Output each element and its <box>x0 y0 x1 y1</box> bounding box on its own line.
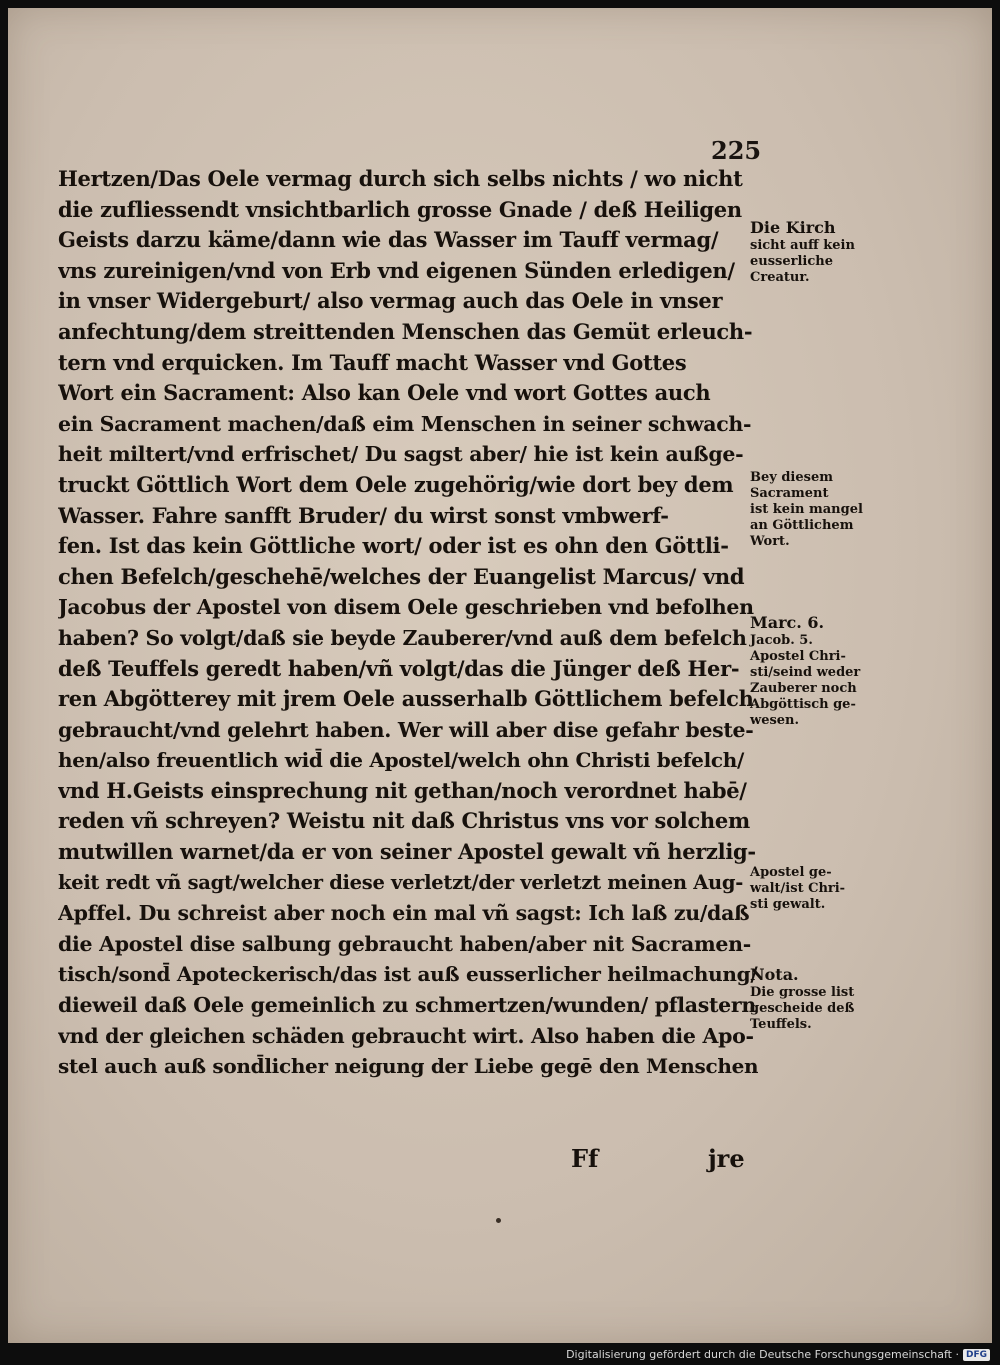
margin-note-line: Apostel Chri- <box>750 649 846 664</box>
text-line: gebraucht/vnd gelehrt haben. Wer will aber dise gefahr beste- <box>58 717 754 742</box>
text-line: tern vnd erquicken. Im Tauff macht Wasser vnd Gottes <box>58 349 687 375</box>
text-line: tisch/sond̄ Apoteckerisch/das ist auß eusserlicher heilmachung/ <box>58 962 758 987</box>
text-line: hen/also freuentlich wid̄ die Apostel/welch ohn Christi befelch/ <box>58 748 745 773</box>
margin-note <box>750 613 990 729</box>
margin-note-line: Bey diesem <box>750 470 833 485</box>
margin-note-line: Die Kirch <box>750 218 836 237</box>
margin-note-line: Abgöttisch ge- <box>750 697 856 712</box>
signature-mark: Ff <box>571 1144 599 1173</box>
text-line: ren Abgötterey mit jrem Oele ausserhalb Göttlichem befelch <box>58 686 754 712</box>
margin-note-line: sti gewalt. <box>750 897 826 912</box>
footer-bar <box>566 1346 990 1363</box>
text-line: ein Sacrament machen/daß eim Menschen in seiner schwach- <box>58 411 752 436</box>
margin-note-line: Creatur. <box>750 270 810 285</box>
margin-note-line: Die grosse list <box>750 985 855 1000</box>
text-line: Geists darzu käme/dann wie das Wasser im Tauff vermag/ <box>58 227 719 253</box>
text-line: haben? So volgt/daß sie beyde Zauberer/vnd auß dem befelch <box>58 625 747 650</box>
text-line: stel auch auß sond̄licher neigung der Liebe gegē den Menschen <box>58 1054 758 1079</box>
text-line: in vnser Widergeburt/ also vermag auch das Oele in vnser <box>58 288 723 314</box>
dfg-logo: DFG <box>963 1349 990 1361</box>
margin-note-line: Apostel ge- <box>750 865 832 880</box>
ink-speck <box>496 1218 501 1223</box>
text-line: mutwillen warnet/da er von seiner Apostel gewalt vñ herzlig- <box>58 839 756 865</box>
page-number: 225 <box>711 136 762 165</box>
text-line: Apffel. Du schreist aber noch ein mal vñ sagst: Ich laß zu/daß <box>58 901 750 926</box>
margin-note-line: walt/ist Chri- <box>750 881 846 896</box>
text-line: vns zureinigen/vnd von Erb vnd eigenen Sünden erledigen/ <box>58 257 735 283</box>
text-line: anfechtung/dem streittenden Menschen das Gemüt erleuch- <box>58 318 753 344</box>
catch-word: jre <box>708 1144 745 1173</box>
text-line: vnd H.Geists einsprechung nit gethan/noch verordnet habē/ <box>58 777 747 803</box>
text-line: Wasser. Fahre sanfft Bruder/ du wirst sonst vmbwerf- <box>58 502 669 528</box>
margin-note-line: Marc. 6. <box>750 613 825 632</box>
margin-note-line: Sacrament <box>750 486 829 501</box>
text-line: dieweil daß Oele gemeinlich zu schmertzen/wunden/ pflastern <box>58 993 756 1018</box>
text-line: Hertzen/Das Oele vermag durch sich selbs nichts / wo nicht <box>58 166 743 191</box>
margin-note-line: Jacob. 5. <box>750 633 813 648</box>
text-line: heit miltert/vnd erfrischet/ Du sagst aber/ hie ist kein außge- <box>58 442 744 467</box>
text-line: deß Teuffels geredt haben/vñ volgt/das die Jünger deß Her- <box>58 655 740 681</box>
margin-note <box>750 865 990 913</box>
text-line: Jacobus der Apostel von disem Oele geschrieben vnd befolhen <box>58 595 754 620</box>
catchwords <box>58 1144 748 1178</box>
margin-note-line: gescheide deß <box>750 1001 855 1016</box>
margin-note-line: sicht auff kein <box>750 238 855 253</box>
text-line: fen. Ist das kein Göttliche wort/ oder ist es ohn den Göttli- <box>58 533 729 559</box>
text-line: reden vñ schreyen? Weistu nit daß Christus vns vor solchem <box>58 808 750 834</box>
margin-note-line: Teuffels. <box>750 1017 812 1032</box>
text-line: die Apostel dise salbung gebraucht haben/aber nit Sacramen- <box>58 931 751 956</box>
margin-note-line: sti/seind weder <box>750 665 861 680</box>
margin-note <box>750 965 990 1033</box>
text-line: chen Befelch/geschehē/welches der Euangelist Marcus/ vnd <box>58 563 745 589</box>
text-line: vnd der gleichen schäden gebraucht wirt. Also haben die Apo- <box>58 1023 754 1048</box>
text-line: keit redt vñ sagt/welcher diese verletzt/der verletzt meinen Aug- <box>58 870 744 894</box>
margin-note-line: Nota. <box>750 965 799 984</box>
margin-note-line: wesen. <box>750 713 800 728</box>
margin-note-line: eusserliche <box>750 254 833 269</box>
text-line: die zufliessendt vnsichtbarlich grosse Gnade / deß Heiligen <box>58 196 742 222</box>
margin-note-line: Zauberer noch <box>750 681 857 696</box>
margin-note <box>750 218 990 286</box>
margin-note-line: ist kein mangel <box>750 502 863 517</box>
text-line: truckt Göttlich Wort dem Oele zugehörig/wie dort bey dem <box>58 471 734 497</box>
body-text <box>58 164 758 1082</box>
footer-credit: Digitalisierung gefördert durch die Deutsche Forschungsgemeinschaft · <box>566 1348 959 1361</box>
text-line: Wort ein Sacrament: Also kan Oele vnd wort Gottes auch <box>58 380 711 406</box>
margin-note-line: Wort. <box>750 534 790 549</box>
margin-note <box>750 470 990 550</box>
book-page <box>8 8 992 1343</box>
margin-note-line: an Göttlichem <box>750 518 854 533</box>
